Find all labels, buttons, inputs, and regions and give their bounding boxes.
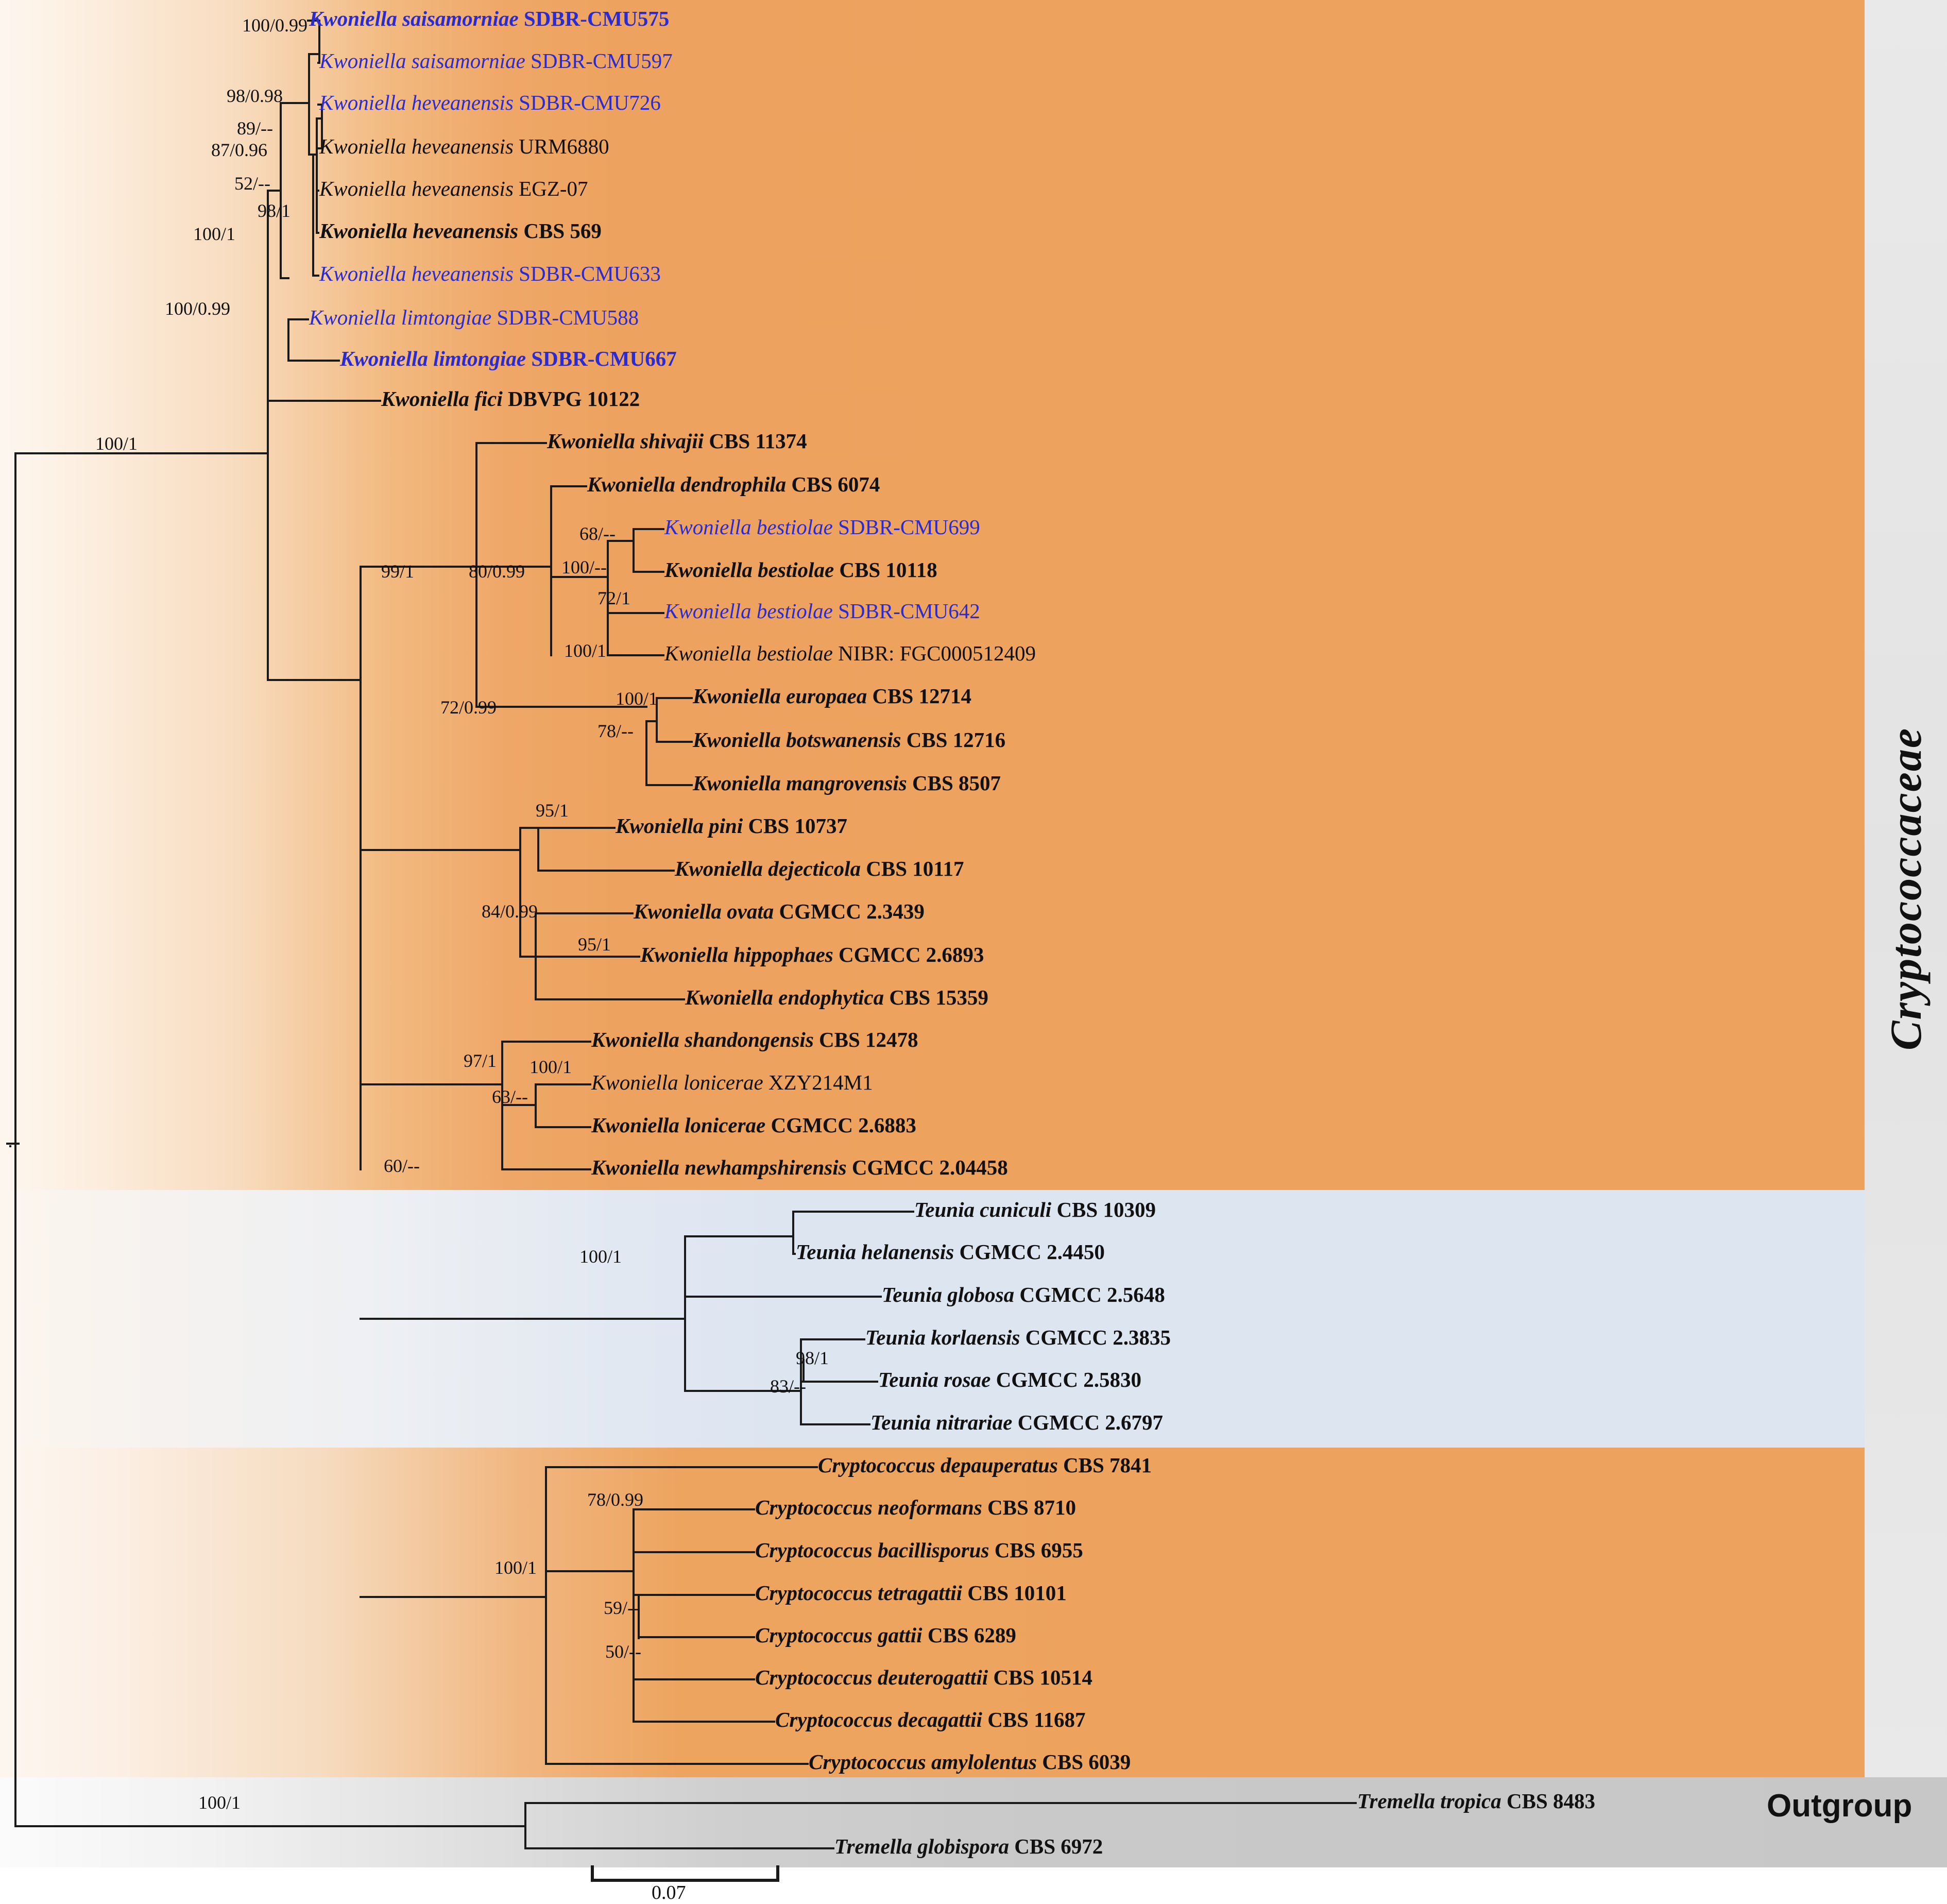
taxon-strain-code: CGMCC 2.6797 bbox=[1012, 1410, 1163, 1434]
outgroup-label: Outgroup bbox=[1767, 1788, 1912, 1824]
taxon-species-name: Kwoniella saisamorniae bbox=[319, 49, 525, 73]
taxon-strain-code: CBS 8507 bbox=[907, 771, 1001, 795]
taxon-strain-code: CBS 6972 bbox=[1009, 1834, 1103, 1858]
taxon-strain-code: DBVPG 10122 bbox=[502, 387, 640, 411]
taxon-species-name: Kwoniella europaea bbox=[693, 684, 867, 708]
taxon-species-name: Kwoniella endophytica bbox=[685, 985, 884, 1009]
taxon-label bbox=[587, 474, 880, 495]
taxon-label bbox=[755, 1540, 1083, 1561]
scale-bar-value: 0.07 bbox=[652, 1882, 686, 1903]
taxon-label bbox=[319, 50, 673, 72]
taxon-species-name: Teunia korlaensis bbox=[865, 1325, 1020, 1349]
taxon-label bbox=[640, 944, 984, 965]
taxon-species-name: Cryptococcus deuterogattii bbox=[755, 1665, 988, 1689]
taxon-label bbox=[591, 1115, 916, 1136]
taxon-strain-code: SDBR-CMU699 bbox=[832, 515, 980, 539]
taxon-strain-code: CBS 11374 bbox=[704, 429, 807, 453]
taxon-strain-code: CBS 6289 bbox=[922, 1623, 1016, 1647]
branch-support-value: 83/-- bbox=[770, 1376, 806, 1397]
taxon-species-name: Kwoniella bestiolae bbox=[664, 515, 833, 539]
taxon-label bbox=[591, 1029, 918, 1050]
taxon-label bbox=[878, 1369, 1141, 1390]
taxon-strain-code: CGMCC 2.3835 bbox=[1020, 1325, 1171, 1349]
taxon-strain-code: CBS 7841 bbox=[1057, 1453, 1152, 1477]
taxon-label bbox=[870, 1412, 1163, 1433]
branch-support-value: 98/0.98 bbox=[227, 86, 283, 106]
taxon-species-name: Kwoniella botswanensis bbox=[693, 728, 901, 752]
taxon-species-name: Kwoniella hippophaes bbox=[640, 943, 833, 966]
taxon-strain-code: SDBR-CMU597 bbox=[525, 49, 673, 73]
taxon-species-name: Cryptococcus bacillisporus bbox=[755, 1538, 989, 1562]
taxon-strain-code: CGMCC 2.6893 bbox=[833, 943, 984, 966]
taxon-species-name: Kwoniella heveanensis bbox=[319, 262, 514, 285]
branch-support-value: 98/1 bbox=[258, 200, 291, 221]
taxon-species-name: Kwoniella bestiolae bbox=[664, 599, 833, 623]
branch-support-value: 97/1 bbox=[464, 1050, 497, 1071]
taxon-label bbox=[755, 1625, 1016, 1646]
taxon-strain-code: CGMCC 2.5830 bbox=[990, 1368, 1142, 1391]
branch-support-value: 63/-- bbox=[492, 1086, 528, 1107]
taxon-label bbox=[309, 8, 669, 29]
branch-support-value: 72/1 bbox=[597, 588, 631, 608]
taxon-species-name: Kwoniella limtongiae bbox=[340, 347, 526, 370]
taxon-strain-code: CBS 10101 bbox=[962, 1581, 1067, 1605]
taxon-label bbox=[775, 1709, 1085, 1730]
taxon-strain-code: CBS 6039 bbox=[1037, 1750, 1131, 1774]
branch-support-value: 100/1 bbox=[564, 640, 607, 661]
taxon-strain-code: CBS 10737 bbox=[743, 814, 847, 838]
taxon-species-name: Kwoniella heveanensis bbox=[319, 91, 514, 114]
taxon-label bbox=[882, 1284, 1165, 1305]
branch-support-value: 100/-- bbox=[561, 557, 607, 577]
branch-support-value: 100/1 bbox=[95, 433, 138, 454]
taxon-label bbox=[693, 773, 1001, 794]
taxon-species-name: Kwoniella lonicerae bbox=[591, 1113, 766, 1137]
taxon-species-name: Kwoniella newhampshirensis bbox=[591, 1155, 847, 1179]
taxon-species-name: Teunia globosa bbox=[882, 1283, 1015, 1306]
taxon-strain-code: SDBR-CMU667 bbox=[526, 347, 677, 370]
taxon-label bbox=[685, 987, 988, 1008]
branch-support-value: 99/1 bbox=[381, 561, 415, 582]
branch-support-value: 100/1 bbox=[494, 1557, 537, 1578]
taxon-label bbox=[309, 307, 639, 328]
taxon-species-name: Tremella globispora bbox=[834, 1834, 1009, 1858]
taxon-strain-code: XZY214M1 bbox=[763, 1070, 873, 1094]
taxon-label bbox=[914, 1199, 1156, 1220]
branch-support-value: 59/-- bbox=[604, 1597, 640, 1618]
taxon-label bbox=[796, 1242, 1105, 1263]
taxon-label bbox=[675, 858, 964, 879]
taxon-species-name: Cryptococcus tetragattii bbox=[755, 1581, 962, 1605]
taxon-strain-code: CBS 8710 bbox=[982, 1495, 1077, 1519]
taxon-label bbox=[591, 1157, 1008, 1178]
taxon-label bbox=[755, 1497, 1076, 1518]
taxon-label bbox=[755, 1583, 1067, 1604]
taxon-label bbox=[755, 1667, 1092, 1688]
taxon-label bbox=[693, 686, 971, 707]
taxon-strain-code: CBS 12714 bbox=[867, 684, 972, 708]
taxon-species-name: Cryptococcus neoformans bbox=[755, 1495, 982, 1519]
taxon-species-name: Teunia helanensis bbox=[796, 1240, 954, 1264]
taxon-strain-code: CGMCC 2.04458 bbox=[846, 1155, 1008, 1179]
taxon-strain-code: CGMCC 2.3439 bbox=[774, 899, 925, 923]
taxon-strain-code: SDBR-CMU588 bbox=[491, 305, 639, 329]
taxon-species-name: Cryptococcus gattii bbox=[755, 1623, 923, 1647]
taxon-strain-code: CGMCC 2.4450 bbox=[954, 1240, 1105, 1264]
taxon-label bbox=[634, 901, 925, 922]
branch-support-value: 95/1 bbox=[578, 934, 611, 955]
branch-support-value: 78/-- bbox=[597, 721, 634, 741]
taxon-label bbox=[809, 1752, 1131, 1773]
branch-support-value: 52/-- bbox=[234, 173, 270, 194]
taxon-species-name: Kwoniella dejecticola bbox=[675, 857, 861, 880]
taxon-label bbox=[693, 729, 1005, 751]
taxon-label bbox=[834, 1836, 1103, 1857]
taxon-label bbox=[664, 601, 980, 622]
branch-support-value: 95/1 bbox=[536, 800, 569, 821]
taxon-species-name: Kwoniella shandongensis bbox=[591, 1028, 814, 1051]
taxon-label bbox=[591, 1072, 873, 1093]
taxon-species-name: Kwoniella lonicerae bbox=[591, 1070, 763, 1094]
taxon-species-name: Kwoniella dendrophila bbox=[587, 472, 787, 496]
taxon-species-name: Kwoniella fici bbox=[381, 387, 503, 411]
branch-support-value: 84/0.99 bbox=[482, 901, 538, 922]
branch-support-value: 100/1 bbox=[616, 688, 658, 709]
taxon-strain-code: CBS 6074 bbox=[786, 472, 880, 496]
branch-support-value: 60/-- bbox=[384, 1155, 420, 1176]
branch-support-value: 89/-- bbox=[237, 118, 273, 139]
branch-support-value: 100/0.99 bbox=[165, 298, 231, 319]
branch-support-value: 100/0.99 bbox=[242, 15, 308, 36]
taxon-species-name: Teunia nitrariae bbox=[870, 1410, 1013, 1434]
taxon-label bbox=[664, 559, 937, 581]
taxon-species-name: Kwoniella heveanensis bbox=[319, 219, 519, 243]
taxon-strain-code: SDBR-CMU642 bbox=[832, 599, 980, 623]
taxon-strain-code: CBS 11687 bbox=[982, 1708, 1086, 1731]
branch-support-value: 100/1 bbox=[193, 224, 236, 244]
taxon-strain-code: CBS 6955 bbox=[989, 1538, 1083, 1562]
taxon-label bbox=[818, 1455, 1152, 1476]
taxon-species-name: Kwoniella heveanensis bbox=[319, 177, 514, 200]
taxon-species-name: Kwoniella limtongiae bbox=[309, 305, 492, 329]
taxon-label bbox=[340, 348, 677, 369]
taxon-species-name: Tremella tropica bbox=[1357, 1789, 1501, 1813]
family-label-text: Cryptococcaceae bbox=[1881, 727, 1931, 1050]
taxon-label bbox=[381, 388, 640, 410]
taxon-species-name: Kwoniella heveanensis bbox=[319, 134, 514, 158]
taxon-strain-code: NIBR: FGC000512409 bbox=[832, 641, 1036, 665]
taxon-strain-code: CBS 569 bbox=[518, 219, 602, 243]
branch-support-value: 98/1 bbox=[796, 1348, 829, 1368]
taxon-species-name: Kwoniella bestiolae bbox=[664, 558, 834, 582]
branch-support-value: 100/1 bbox=[530, 1057, 572, 1077]
taxon-species-name: Cryptococcus depauperatus bbox=[818, 1453, 1058, 1477]
taxon-species-name: Teunia rosae bbox=[878, 1368, 991, 1391]
taxon-label bbox=[616, 815, 847, 837]
taxon-strain-code: CGMCC 2.6883 bbox=[765, 1113, 916, 1137]
taxon-species-name: Kwoniella ovata bbox=[634, 899, 774, 923]
branch-support-value: 78/0.99 bbox=[587, 1489, 644, 1510]
taxon-strain-code: CGMCC 2.5648 bbox=[1014, 1283, 1165, 1306]
taxon-species-name: Cryptococcus decagattii bbox=[775, 1708, 982, 1731]
taxon-label bbox=[547, 431, 807, 452]
taxon-strain-code: CBS 12716 bbox=[901, 728, 1006, 752]
branch-support-value: 80/0.99 bbox=[469, 561, 525, 582]
taxon-strain-code: SDBR-CMU633 bbox=[513, 262, 661, 285]
taxon-strain-code: EGZ-07 bbox=[513, 177, 588, 200]
taxon-label bbox=[319, 263, 661, 284]
taxon-label bbox=[319, 178, 588, 199]
taxon-strain-code: CBS 8483 bbox=[1501, 1789, 1595, 1813]
branch-support-value: 100/1 bbox=[198, 1792, 241, 1813]
taxon-species-name: Kwoniella bestiolae bbox=[664, 641, 833, 665]
taxon-label bbox=[319, 220, 602, 242]
taxon-species-name: Teunia cuniculi bbox=[914, 1198, 1052, 1221]
taxon-strain-code: SDBR-CMU575 bbox=[518, 7, 670, 30]
taxon-strain-code: CBS 12478 bbox=[813, 1028, 918, 1051]
branch-support-value: 72/0.99 bbox=[440, 697, 497, 718]
taxon-strain-code: CBS 10309 bbox=[1051, 1198, 1156, 1221]
taxon-label bbox=[1357, 1791, 1595, 1812]
branch-support-value: 100/1 bbox=[579, 1246, 622, 1267]
taxon-species-name: Kwoniella pini bbox=[616, 814, 743, 838]
taxon-strain-code: CBS 10117 bbox=[860, 857, 964, 880]
taxon-strain-code: CBS 10118 bbox=[834, 558, 937, 582]
taxon-strain-code: SDBR-CMU726 bbox=[513, 91, 661, 114]
taxon-label bbox=[664, 643, 1036, 664]
taxon-species-name: Cryptococcus amylolentus bbox=[809, 1750, 1037, 1774]
branch-support-value: 50/-- bbox=[605, 1641, 641, 1662]
taxon-species-name: Kwoniella shivajii bbox=[547, 429, 704, 453]
taxon-label bbox=[865, 1327, 1171, 1348]
taxon-strain-code: CBS 10514 bbox=[988, 1665, 1092, 1689]
taxon-label bbox=[319, 136, 609, 157]
taxon-strain-code: CBS 15359 bbox=[884, 985, 988, 1009]
taxon-label bbox=[664, 517, 980, 538]
taxon-strain-code: URM6880 bbox=[513, 134, 609, 158]
taxon-species-name: Kwoniella saisamorniae bbox=[309, 7, 519, 30]
taxon-label bbox=[319, 92, 661, 113]
branch-support-value: 87/0.96 bbox=[211, 140, 268, 160]
taxon-species-name: Kwoniella mangrovensis bbox=[693, 771, 907, 795]
branch-support-value: 68/-- bbox=[579, 523, 616, 544]
